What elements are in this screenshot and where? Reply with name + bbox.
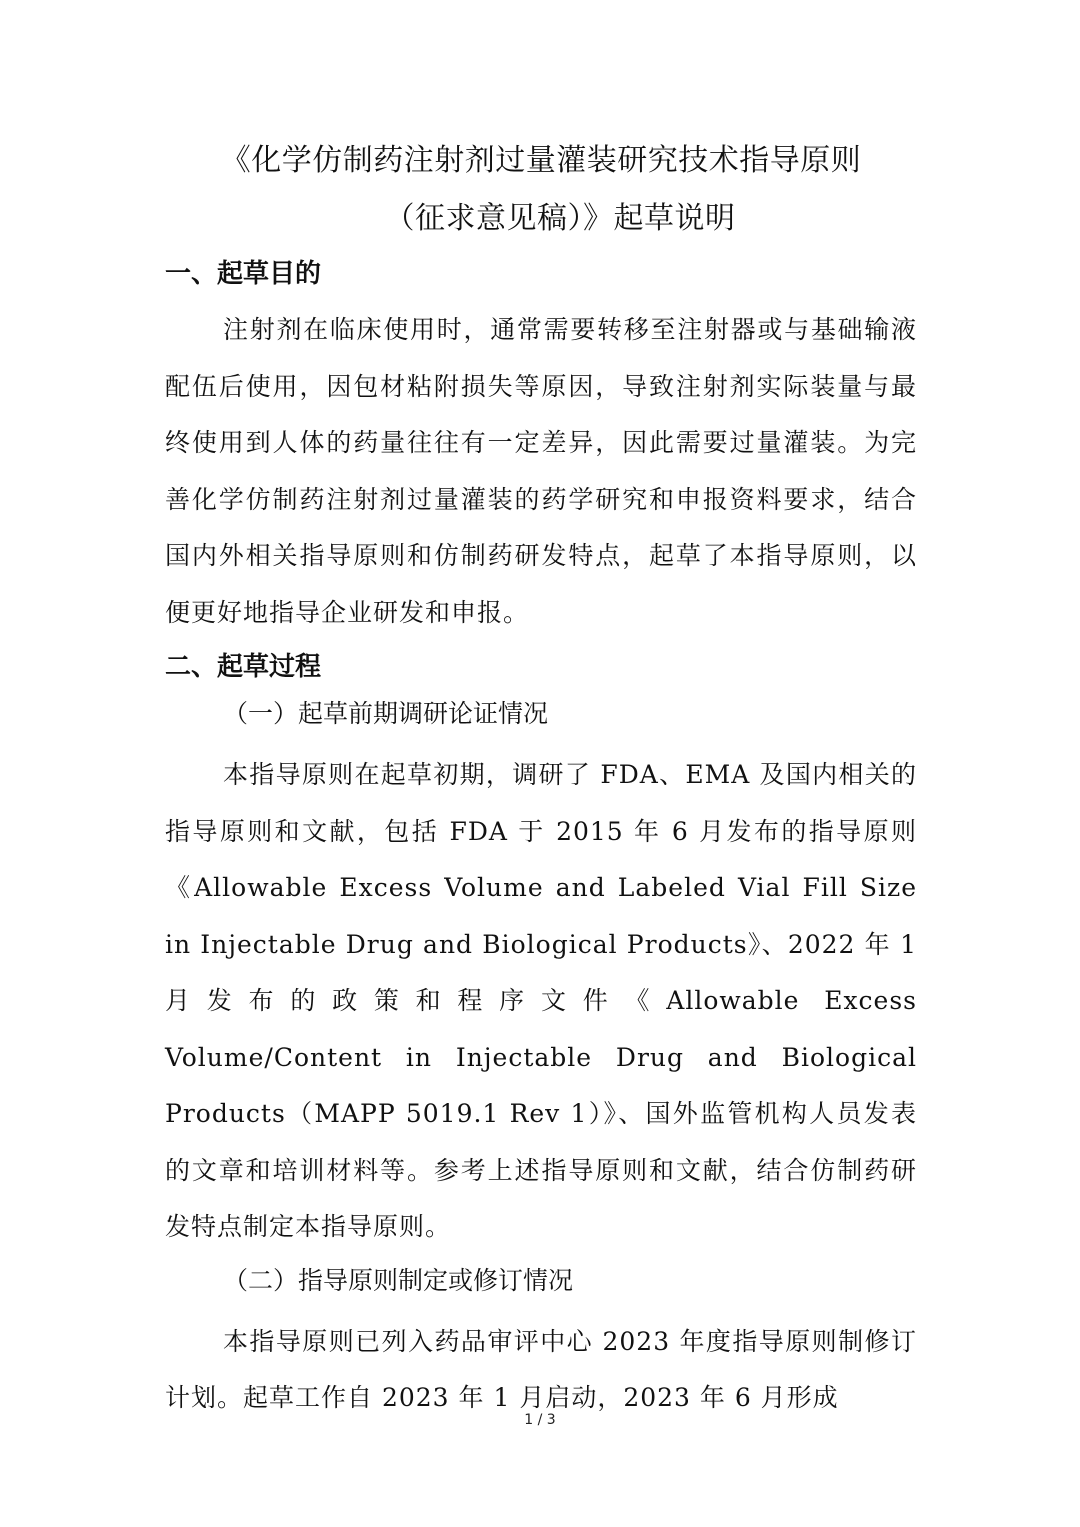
document-title-line2: （征求意见稿）》起草说明 xyxy=(384,201,736,236)
subsection-heading-research: （一）起草前期调研论证情况 xyxy=(223,699,549,728)
subsection-paragraph-research: 本指导原则在起草初期，调研了 FDA、EMA 及国内相关的指导原则和文献，包括 FDA 于 2015 年 6 月发布的指导原则《Allowable Excess Volume and Labeled Vial Fill Size in Injectable Drug and Biological Products》、2022 年 1 月发布的政策和程序文件《Allowable Excess Volume/Content in Injectable Drug and Biological Products（MAPP 5019.1 Rev 1）》、国外监管机构人员发表的文章和培训材料等。参考上述指导原则和文献，结合仿制药研发特点制定本指导原则。 xyxy=(165,760,917,1241)
section-heading-purpose: 一、起草目的 xyxy=(165,259,322,289)
section-heading-process: 二、起草过程 xyxy=(165,652,322,682)
page-number: 1 / 3 xyxy=(524,1412,556,1428)
document-body xyxy=(165,132,917,1433)
section-paragraph-purpose: 注射剂在临床使用时，通常需要转移至注射器或与基础输液配伍后使用，因包材粘附损失等原因，导致注射剂实际装量与最终使用到人体的药量往往有一定差异，因此需要过量灌装。为完善化学仿制药注射剂过量灌装的药学研究和申报资料要求，结合国内外相关指导原则和仿制药研发特点，起草了本指导原则，以便更好地指导企业研发和申报。 xyxy=(165,315,917,627)
document-title-line1: 《化学仿制药注射剂过量灌装研究技术指导原则 xyxy=(220,143,862,178)
subsection-heading-revision: （二）指导原则制定或修订情况 xyxy=(223,1265,574,1295)
subsection-paragraph-revision: 本指导原则已列入药品审评中心 2023 年度指导原则制修订计划。起草工作自 2023 年 1 月启动，2023 年 6 月形成 xyxy=(165,1326,917,1412)
